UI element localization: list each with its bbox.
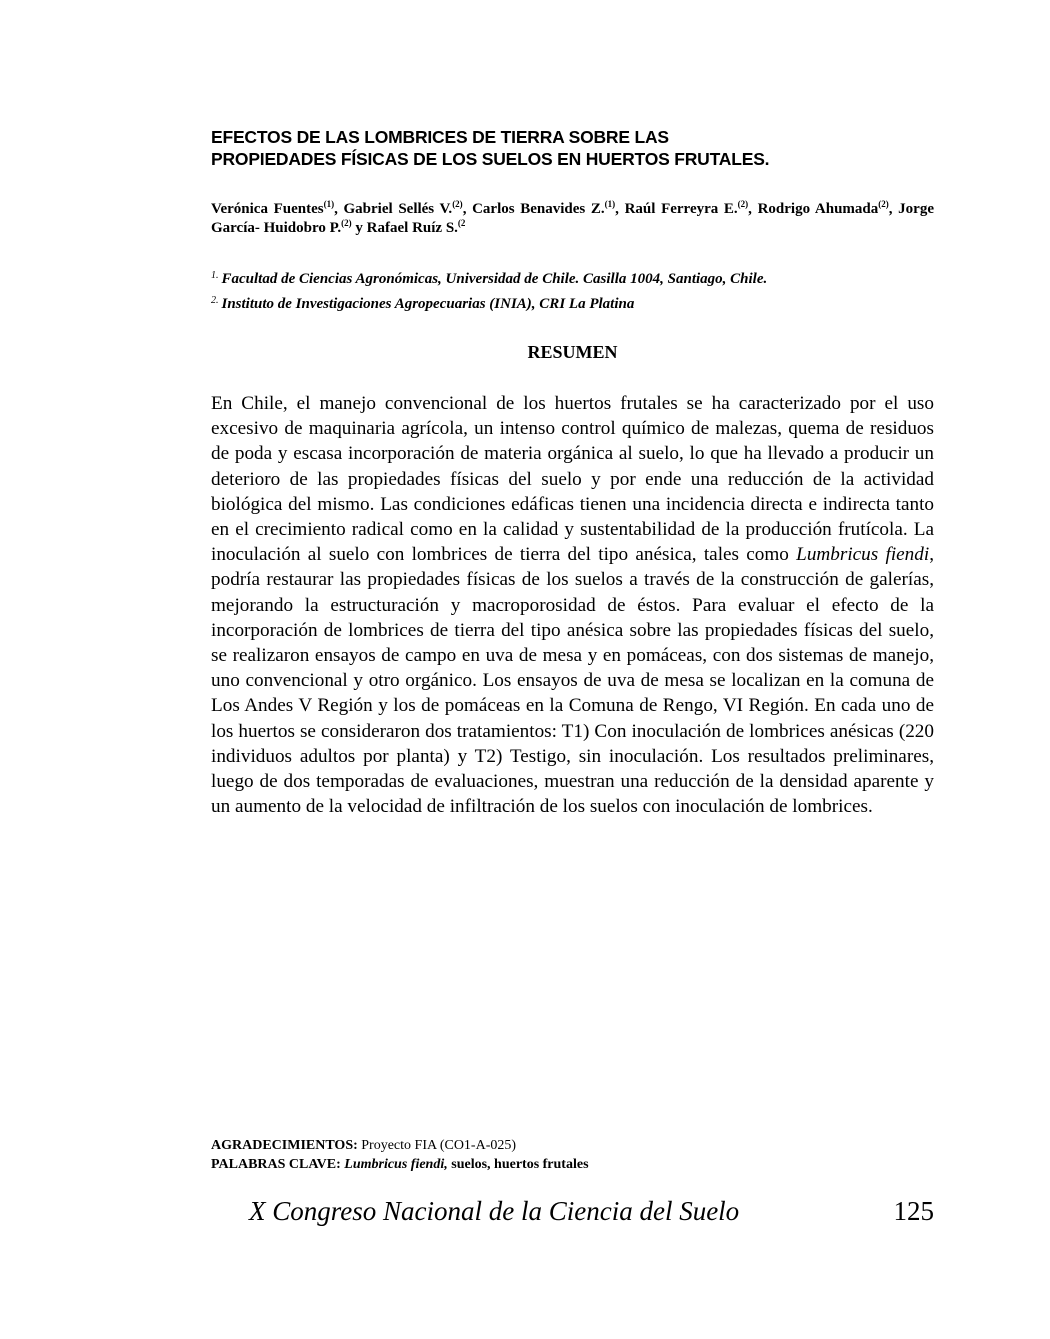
author: Raúl Ferreyra E.$^{(2)}$,	[624, 199, 758, 217]
acknowledgements-block	[211, 1136, 934, 1174]
author: Carlos Benavides Z.$^{(1)}$,	[472, 199, 625, 217]
abstract-body	[211, 391, 934, 819]
species-name: Lumbricus fiendi	[796, 544, 930, 566]
conference-name: X Congreso Nacional de la Ciencia del Suelo	[249, 1196, 740, 1226]
abstract-paragraph: En Chile, el manejo convencional de los huertos frutales se ha caracterizado por el uso excesivo de maquinaria agrícola, un intenso control químico de malezas, quema de residuos de poda y escasa incorporación de materia orgánica al suelo, lo que ha llevado a producir un deterioro de las propiedades físicas del suelo y por ende una reducción de la actividad biológica del mismo. Las condiciones edáficas tienen una incidencia directa e indirecta tanto en el crecimiento radical como en la calidad y sustentabilidad de la producción frutícola. La inoculación al suelo con lombrices de tierra del tipo anésica, tales como Lumbricus fiendi, podría restaurar las propiedades físicas de los suelos a través de la construcción de galerías, mejorando la estructuración y macroporosidad de éstos. Para evaluar el efecto de la incorporación de lombrices de tierra del tipo anésica sobre las propiedades físicas del suelo, se realizaron ensayos de campo en uva de mesa y en pomáceas, con dos sistemas de manejo, uno convencional y otro orgánico. Los ensayos de uva de mesa se localizan en la comuna de Los Andes V Región y los de pomáceas en la Comuna de Rengo, VI Región. En cada uno de los huertos se consideraron dos tratamientos: T1) Con inoculación de lombrices anésicas (220 individuos adultos por planta) y T2) Testigo, sin inoculación. Los resultados preliminares, luego de dos temporadas de evaluaciones, muestran una reducción de la densidad aparente y un aumento de la velocidad de infiltración de los suelos con inoculación de lombrices.	[211, 393, 934, 818]
paper-title	[211, 126, 934, 170]
author: Verónica Fuentes$^{(1)}$,	[211, 199, 344, 217]
acknowledgements: AGRADECIMIENTOS: Proyecto FIA (CO1-A-025)	[211, 1138, 517, 1153]
title-line-1: EFECTOS DE LAS LOMBRICES DE TIERRA SOBRE LAS	[211, 127, 669, 147]
title-line-2: PROPIEDADES FÍSICAS DE LOS SUELOS EN HUERTOS FRUTALES.	[211, 149, 770, 169]
author: Gabriel Sellés V.$^{(2)}$,	[343, 199, 473, 217]
keywords: PALABRAS CLAVE: Lumbricus fiendi, suelos, huertos frutales	[211, 1157, 589, 1172]
affiliation-1: $^{1.}$ Facultad de Ciencias Agronómicas, Universidad de Chile. Casilla 1004, Santiago, Chile.	[211, 270, 768, 287]
section-heading-resumen: RESUMEN	[527, 342, 618, 362]
page-number: 125	[893, 1196, 934, 1226]
affiliations	[211, 265, 934, 315]
author: Jorge García- Huidobro P.$^{(2)}$ y	[211, 201, 934, 236]
affiliation-2: $^{2.}$ Instituto de Investigaciones Agropecuarias (INIA), CRI La Platina	[211, 295, 635, 312]
author: Rafael Ruíz S.$^{(2}$	[366, 218, 466, 236]
author-list	[211, 200, 934, 238]
author: Rodrigo Ahumada$^{(2)}$,	[757, 199, 899, 217]
